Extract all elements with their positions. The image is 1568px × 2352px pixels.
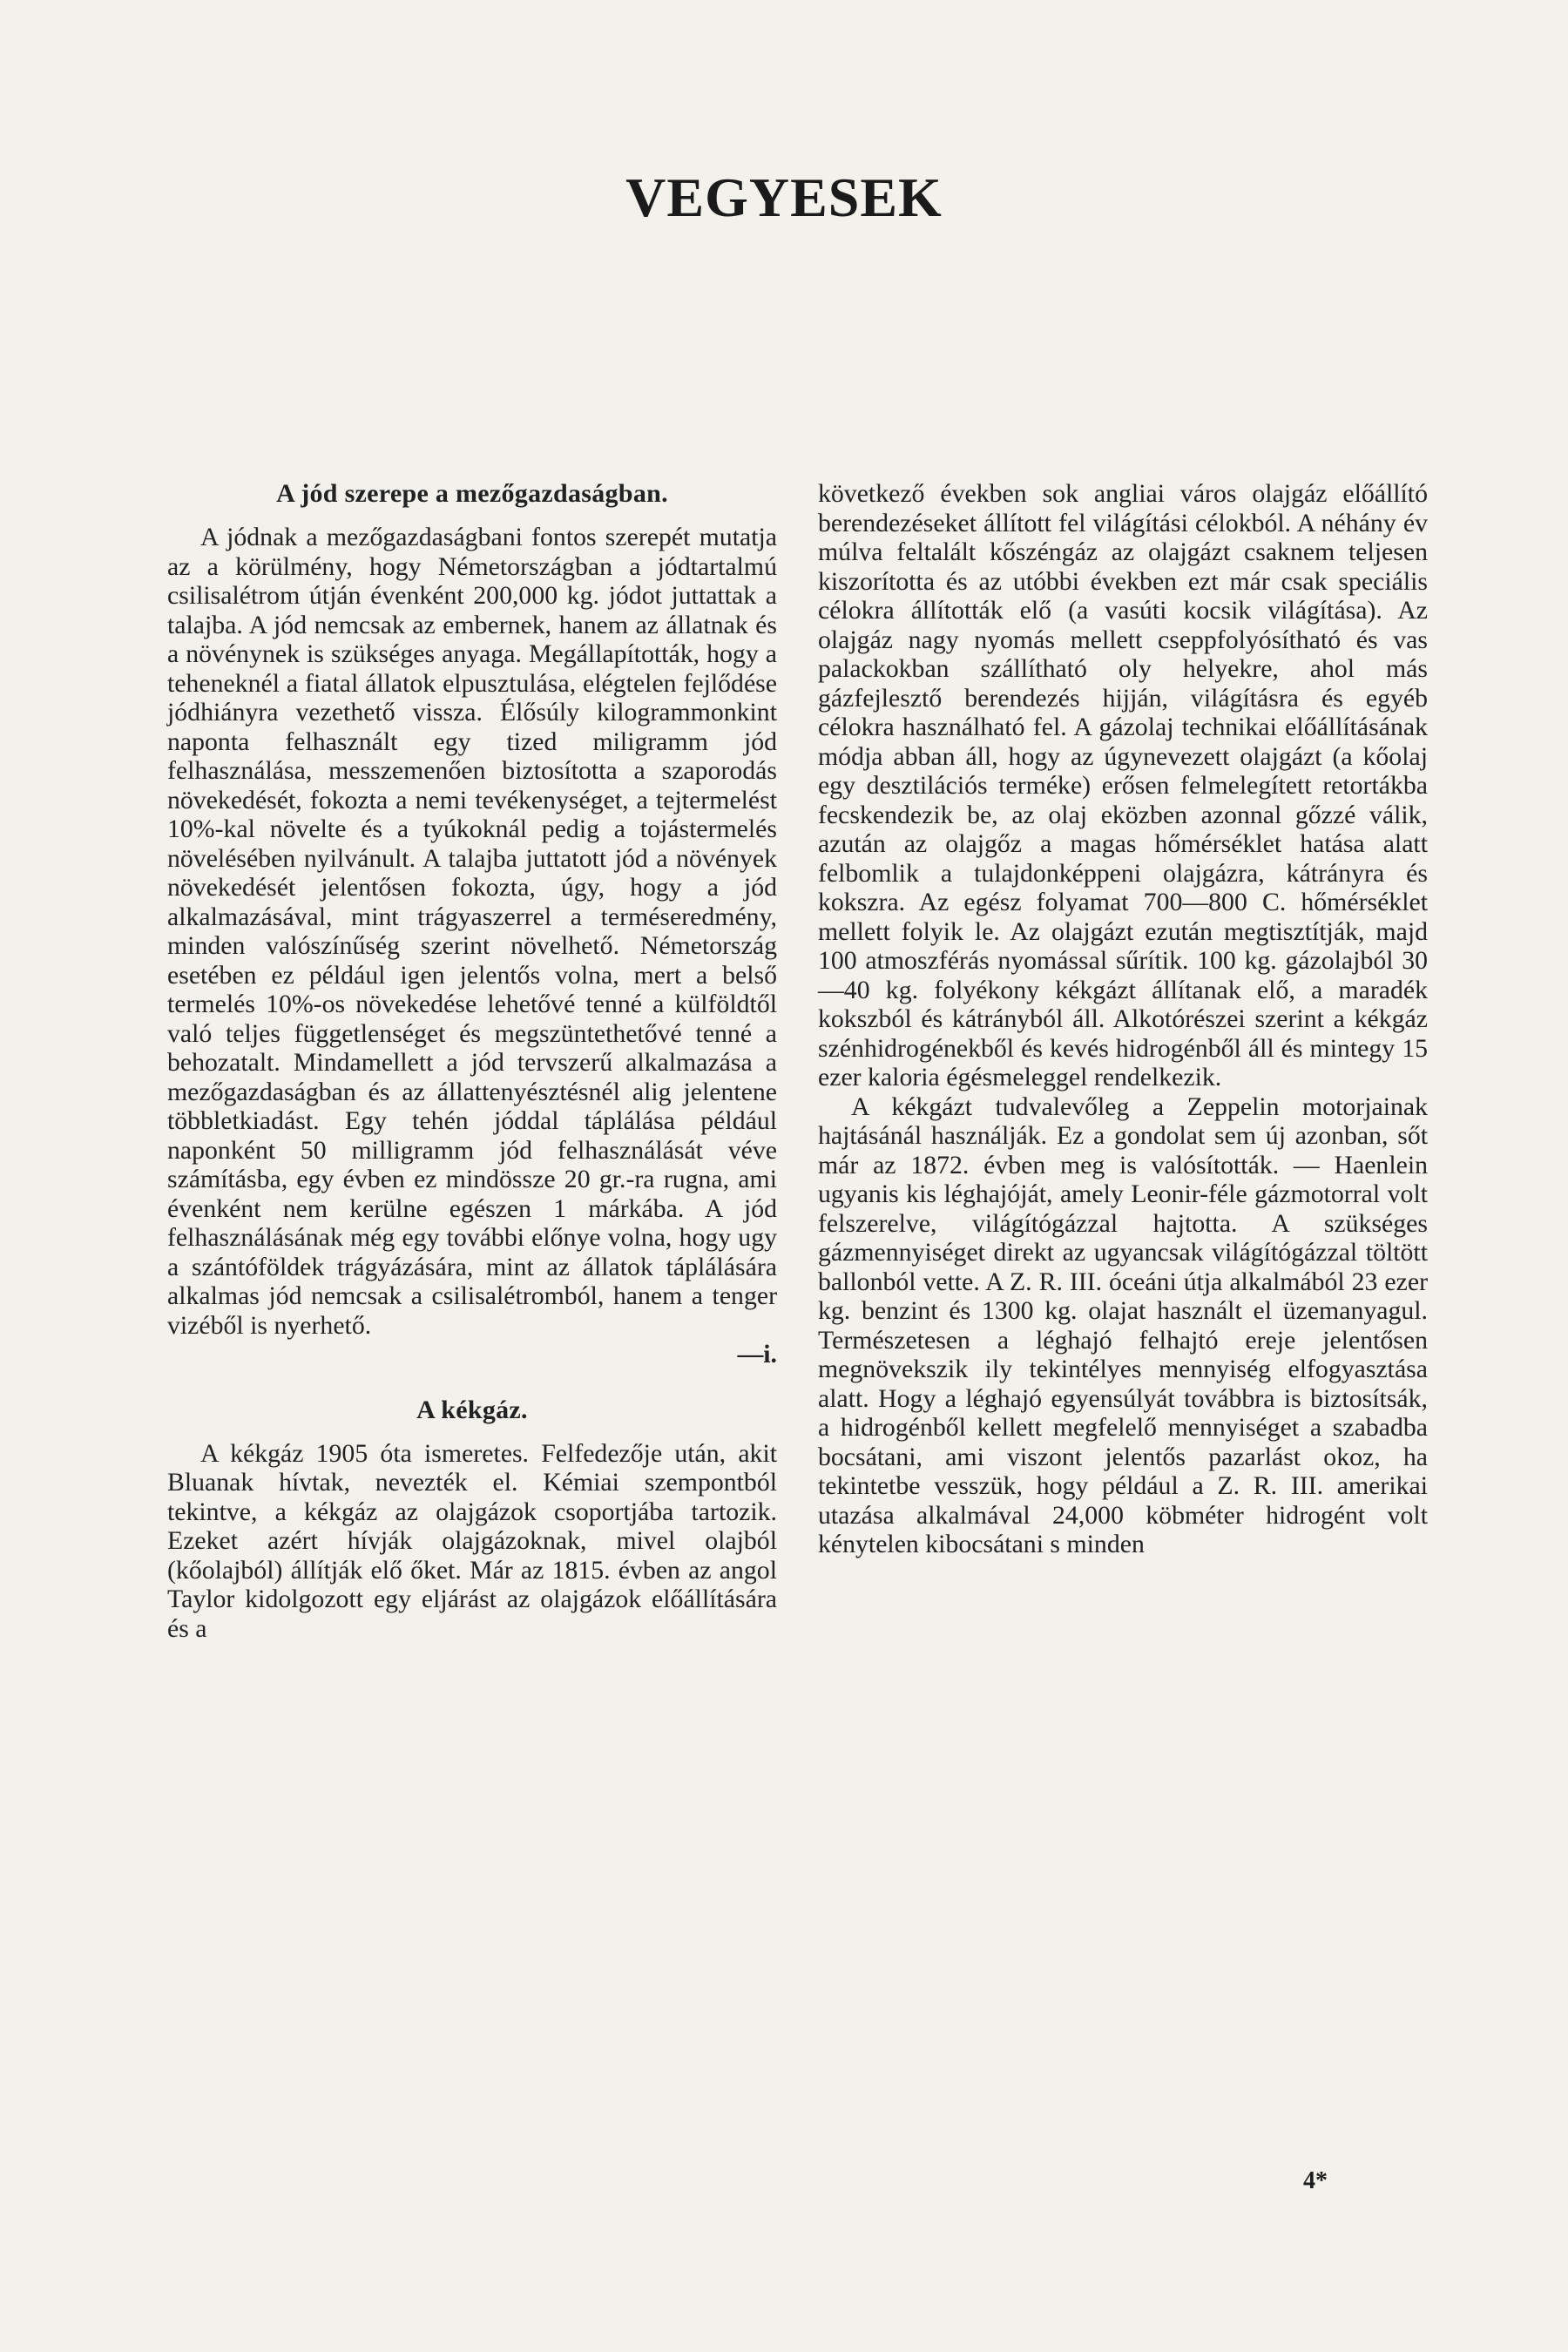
article-body-bluegas-part2: következő években sok angliai város olajgáz előállító berendezéseket állított fel világítási célokból. A néhány év múlva feltalált kőszéngáz az olajgázt csaknem teljesen kiszorította és az utóbbi években ezt már csak speciális célokra állították elő (a vasúti kocsik világítása). Az olajgáz nagy nyomás mellett cseppfolyósítható és vas palackokban szállítható oly helyekre, ahol más gázfejlesztő berendezés hijján, világításra és egyéb célokra használható fel. A gázolaj technikai előállításának módja abban áll, hogy az úgynevezett olajgázt (a kőolaj egy desztilációs terméke) erősen felmelegített retortákba fecskendezik be, az olaj eközben azonnal gőzzé válik, azután az olajgőz a magas hőmérséklet hatása alatt felbomlik a tulajdonképpeni olajgázra, kátrányra és kokszra. Az egész folyamat 700—800 C. hőmérséklet mellett folyik le. Az olajgázt ezután megtisztítják, majd 100 atmoszférás nyomással sűrítik. 100 kg. gázolajból 30—40 kg. folyékony kékgázt állítanak elő, a maradék kokszból és kátrányból áll. Alkotórészei szerint a kékgáz szénhidrogénekből és kevés hidrogénből áll és mintegy 15 ezer kaloria égésmeleggel rendelkezik. [818, 479, 1428, 1092]
article-heading-bluegas: A kékgáz. [416, 1395, 528, 1424]
article-body-bluegas-part1: A kékgáz 1905 óta ismeretes. Felfedezője után, akit Bluanak hívtak, nevezték el. Kémiai szempontból tekintve, a kékgáz az olajgázok csoportjába tartozik. Ezeket azért hívják olajgázoknak, mivel olajból (kőolajból) állítják elő őket. Már az 1815. évben az angol Taylor kidolgozott egy eljárást az olajgázok előállítására és a [167, 1438, 777, 1643]
page-title: VEGYESEK [625, 166, 943, 228]
right-column [818, 479, 1428, 1559]
article-body-bluegas-part3: A kékgázt tudvalevőleg a Zeppelin motorjainak hajtásánál használják. Ez a gondolat sem új azonban, sőt már az 1872. évben meg is valósították. — Haenlein ugyanis kis léghajóját, amely Leonir-féle gázmotorral volt felszerelve, világítógázzal hajtotta. A szükséges gázmennyiséget direkt az ugyancsak világítógázzal töltött ballonból vette. A Z. R. III. óceáni útja alkalmából 23 ezer kg. benzint és 1300 kg. olajat használt el üzemanyagul. Természetesen a léghajó felhajtó ereje jelentősen megnövekszik ily tekintélyes mennyiség elfogyasztása alatt. Hogy a léghajó egyensúlyát továbbra is biztosítsák, a hidrogénből kellett megfelelő mennyiséget a szabadba bocsátani, ami viszont jelentős pazarlást okoz, ha tekintetbe vesszük, hogy például a Z. R. III. amerikai utazása alkalmával 24,000 köbméter hidrogént volt kénytelen kibocsátani s minden [818, 1092, 1428, 1558]
left-column [167, 479, 777, 1643]
article-body-iodine: A jódnak a mezőgazdaságbani fontos szerepét mutatja az a körülmény, hogy Németországban a jódtartalmú csilisalétrom útján évenként 200,000 kg. jódot juttattak a talajba. A jód nemcsak az embernek, hanem az állatnak és a növénynek is szükséges anyaga. Megállapították, hogy a teheneknél a fiatal állatok elpusztulása, elégtelen fejlődése jódhiányra vezethető vissza. Élősúly kilogrammonkint naponta felhasznált egy tized miligramm jód felhasználása, messzemenően biztosította a szaporodás növekedését, fokozta a nemi tevékenységet, a tejtermelést 10%-kal növelte és a tyúkoknál pedig a tojástermelés növelésében nyilvánult. A talajba juttatott jód a növények növekedését jelentősen fokozta, úgy, hogy a jód alkalmazásával, mint trágyaszerrel a terméseredmény, minden valószínűség szerint növelhető. Németország esetében ez például igen jelentős volna, mert a belső termelés 10%-os növekedése lehetővé tenné a külföldtől való teljes függetlenséget és megszüntethetővé tenné a behozatalt. Mindamellett a jód tervszerű alkalmazása a mezőgazdaságban és az állattenyésztésnél alig jelentene többletkiadást. Egy tehén jóddal táplálása például naponként 50 milligramm jód felhasználását véve számításba, egy évben ez mindössze 20 gr.-ra rugna, ami évenként nem kerülne egészen 1 márkába. A jód felhasználásának még egy további előnye volna, hogy ugy a szántóföldek trágyázására, mint az állatok táplálására alkalmas jód nemcsak a csilisalétromból, hanem a tenger vizéből is nyerhető. [167, 523, 777, 1340]
article-signature: —i. [737, 1340, 777, 1369]
page-number: 4* [1303, 2167, 1328, 2194]
article-heading-iodine: A jód szerepe a mezőgazdaságban. [276, 479, 668, 508]
